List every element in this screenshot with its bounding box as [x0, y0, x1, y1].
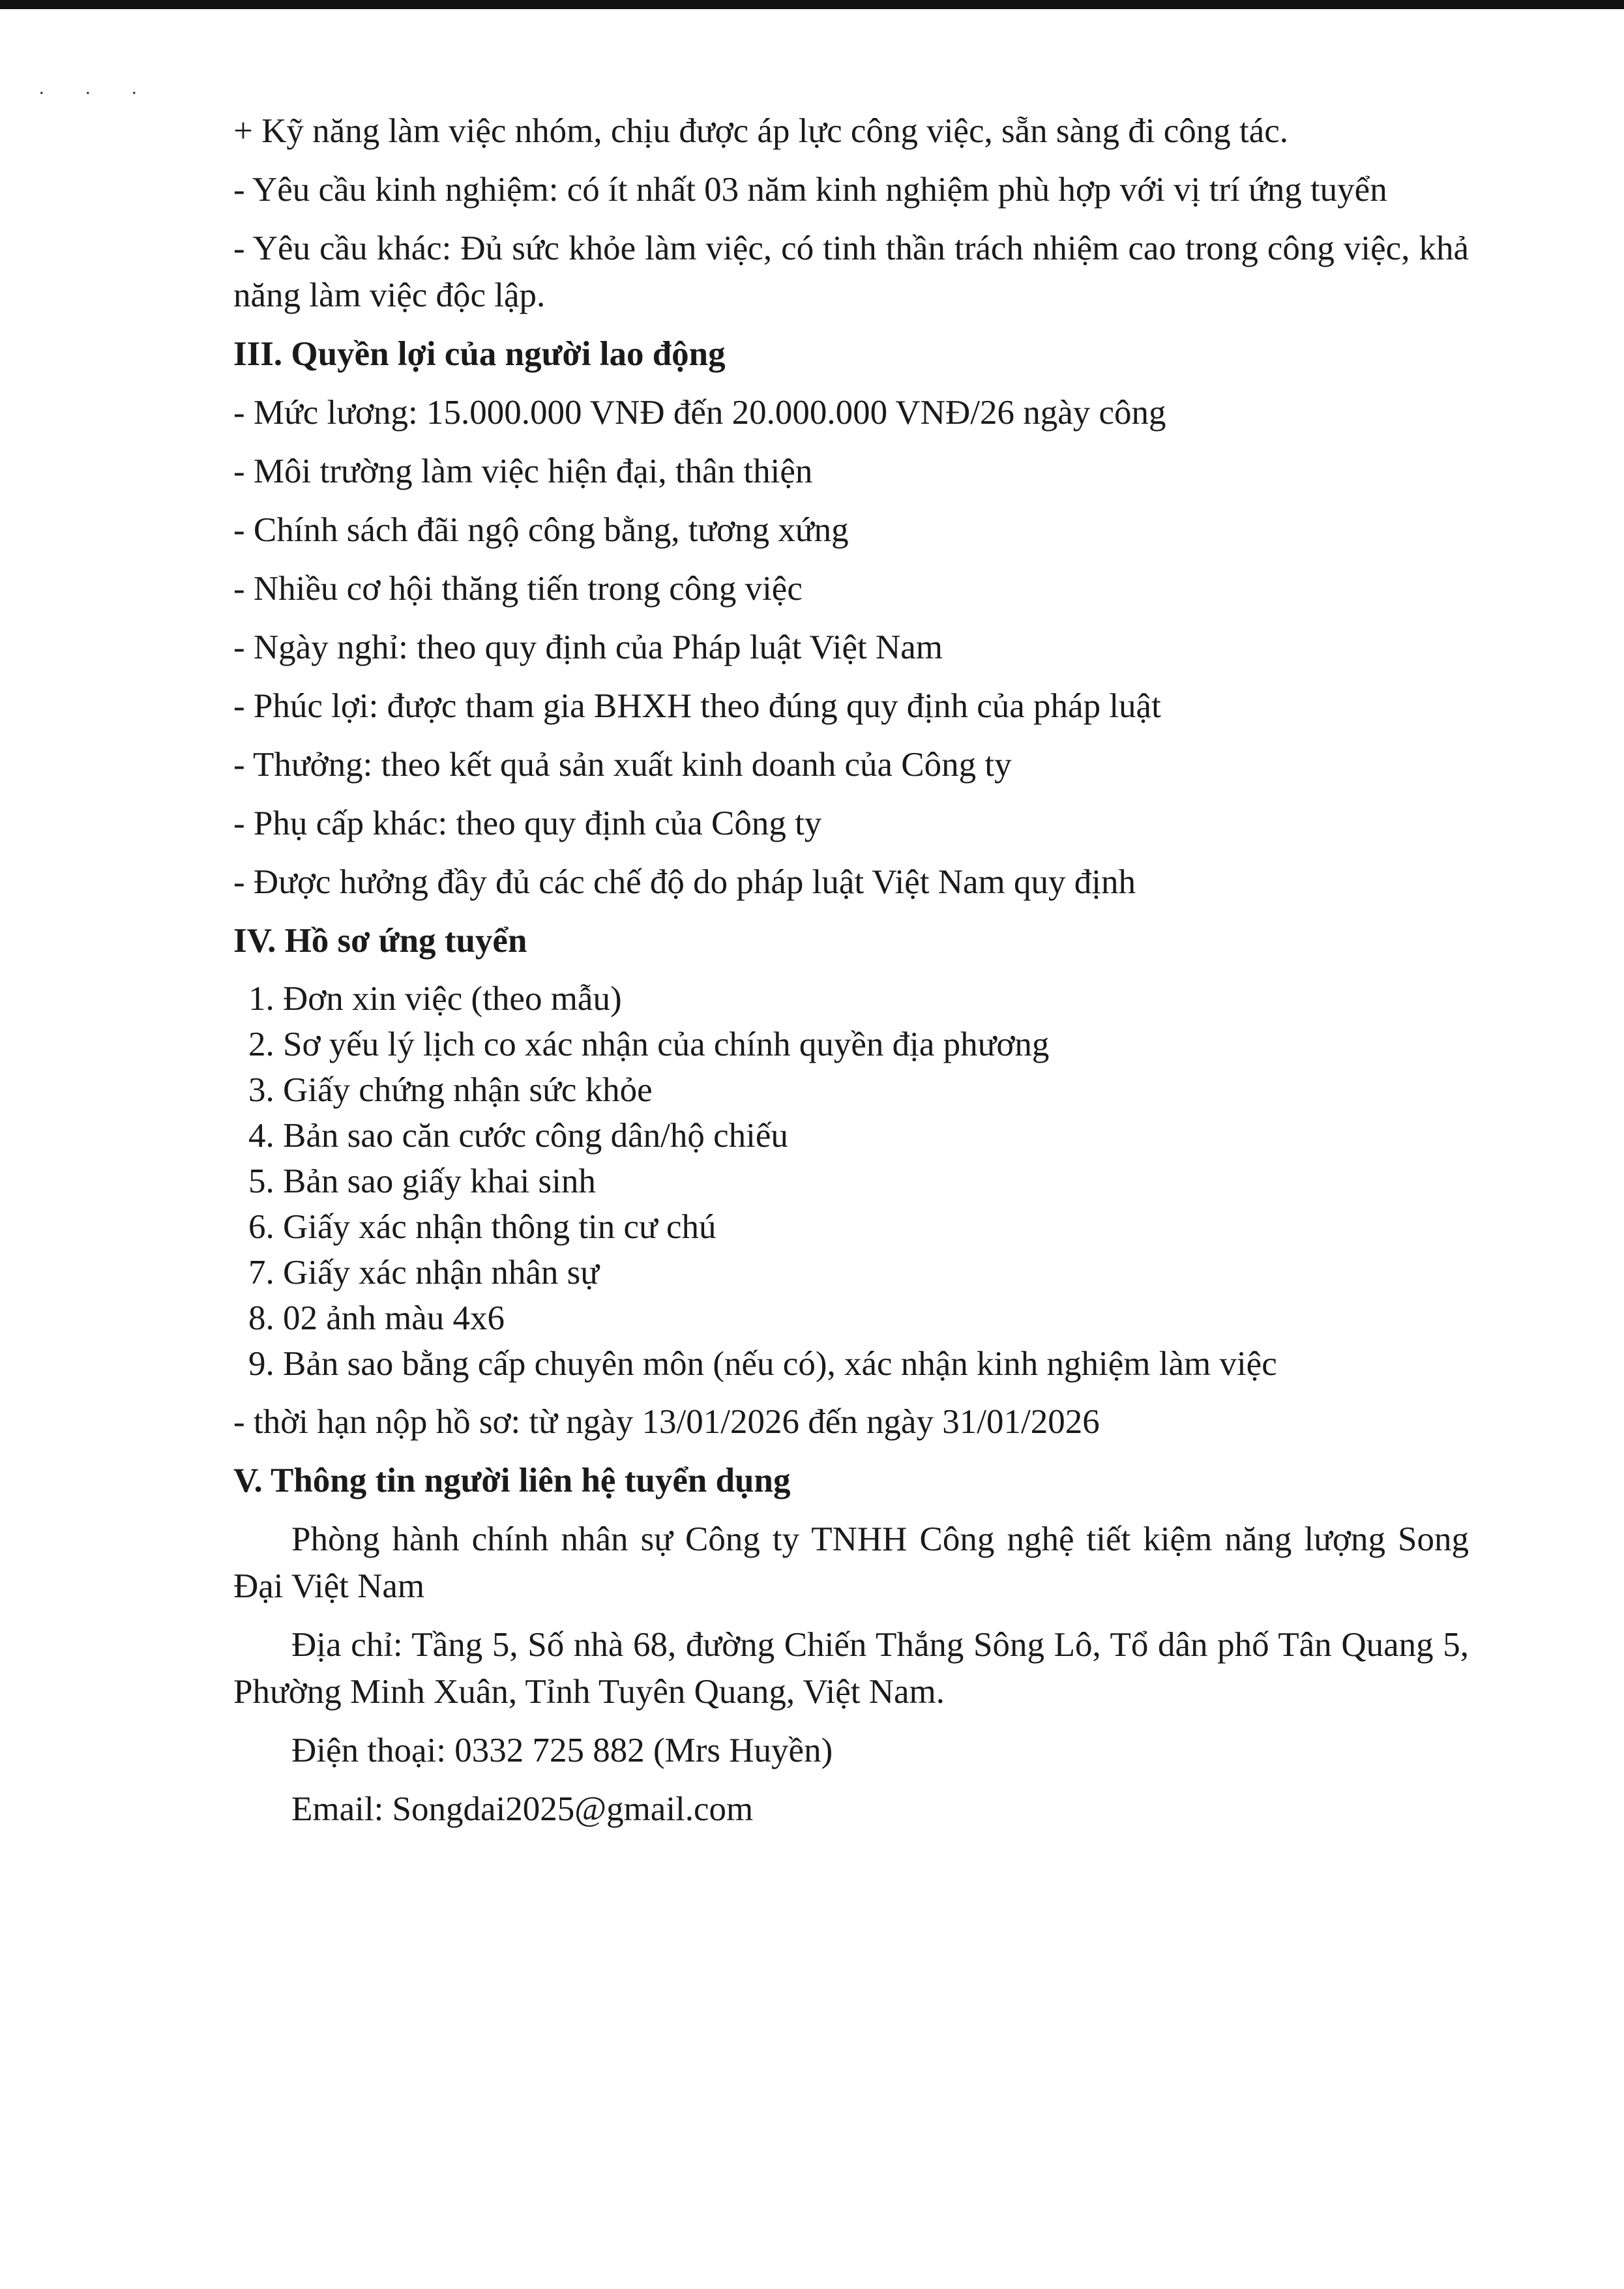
- contact-phone: Điện thoại: 0332 725 882 (Mrs Huyền): [291, 1732, 833, 1769]
- benefit-item: - Thưởng: theo kết quả sản xuất kinh doanh của Công ty: [233, 746, 1012, 784]
- benefit-item: - Được hưởng đầy đủ các chế độ do pháp luật Việt Nam quy định: [233, 863, 1136, 901]
- application-heading: IV. Hồ sơ ứng tuyển: [233, 922, 527, 960]
- req-other: - Yêu cầu khác: Đủ sức khỏe làm việc, có tinh thần trách nhiệm cao trong công việc, khả năng làm việc độc lập.: [233, 229, 1469, 314]
- benefit-item: - Ngày nghỉ: theo quy định của Pháp luật Việt Nam: [233, 628, 943, 666]
- list-item: 2. Sơ yếu lý lịch co xác nhận của chính quyền địa phương: [283, 1022, 1469, 1067]
- benefits-heading: III. Quyền lợi của người lao động: [233, 335, 726, 373]
- benefit-item: - Chính sách đãi ngộ công bằng, tương xứng: [233, 511, 849, 549]
- scan-marks: . . .: [39, 77, 155, 98]
- benefit-item: - Phúc lợi: được tham gia BHXH theo đúng quy định của pháp luật: [233, 687, 1161, 725]
- list-item: 9. Bản sao bằng cấp chuyên môn (nếu có), xác nhận kinh nghiệm làm việc: [283, 1341, 1469, 1387]
- benefit-item: - Phụ cấp khác: theo quy định của Công ty: [233, 805, 822, 842]
- benefit-item: - Nhiều cơ hội thăng tiến trong công việc: [233, 570, 803, 608]
- list-item: 1. Đơn xin việc (theo mẫu): [283, 976, 1469, 1022]
- list-item: 3. Giấy chứng nhận sức khỏe: [283, 1067, 1469, 1113]
- contact-address: Địa chỉ: Tầng 5, Số nhà 68, đường Chiến Thắng Sông Lô, Tổ dân phố Tân Quang 5, Phường Minh Xuân, Tỉnh Tuyên Quang, Việt Nam.: [233, 1626, 1469, 1711]
- list-item: 6. Giấy xác nhận thông tin cư chú: [283, 1204, 1469, 1250]
- application-deadline: - thời hạn nộp hồ sơ: từ ngày 13/01/2026 đến ngày 31/01/2026: [233, 1403, 1100, 1441]
- contact-email: Email: Songdai2025@gmail.com: [291, 1790, 754, 1828]
- list-item: 7. Giấy xác nhận nhân sự: [283, 1250, 1469, 1295]
- document-page: [233, 108, 1469, 1844]
- req-experience: - Yêu cầu kinh nghiệm: có ít nhất 03 năm kinh nghiệm phù hợp với vị trí ứng tuyển: [233, 171, 1387, 209]
- list-item: 8. 02 ảnh màu 4x6: [283, 1295, 1469, 1341]
- req-teamwork: + Kỹ năng làm việc nhóm, chịu được áp lực công việc, sẵn sàng đi công tác.: [233, 112, 1289, 150]
- contact-heading: V. Thông tin người liên hệ tuyển dụng: [233, 1462, 791, 1499]
- benefit-item: - Môi trường làm việc hiện đại, thân thiện: [233, 452, 813, 490]
- application-documents-list: [233, 976, 1469, 1387]
- list-item: 5. Bản sao giấy khai sinh: [283, 1159, 1469, 1204]
- contact-department: Phòng hành chính nhân sự Công ty TNHH Công nghệ tiết kiệm năng lượng Song Đại Việt Nam: [233, 1520, 1469, 1605]
- list-item: 4. Bản sao căn cước công dân/hộ chiếu: [283, 1113, 1469, 1159]
- benefit-item: - Mức lương: 15.000.000 VNĐ đến 20.000.000 VNĐ/26 ngày công: [233, 394, 1166, 432]
- scan-edge: [0, 0, 1624, 9]
